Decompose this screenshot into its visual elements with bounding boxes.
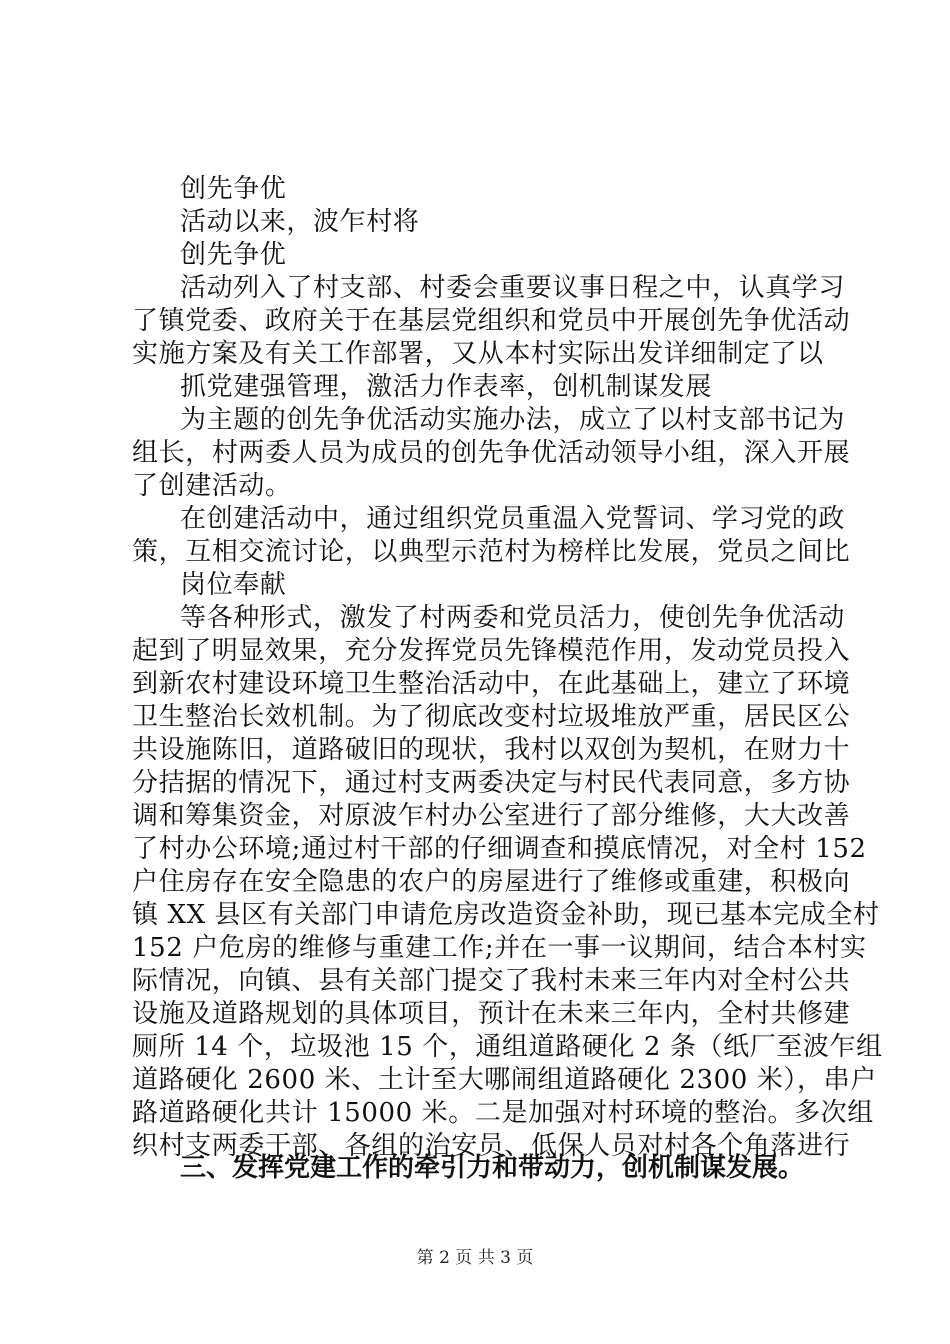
text-line: 岗位奉献 [180,570,287,600]
text-line: 了创建活动。 [132,471,292,501]
text-line: 镇 XX 县区有关部门申请危房改造资金补助，现已基本完成全村 [132,900,880,930]
text-line: 创先争优 [180,174,287,204]
text-line: 厕所 14 个，垃圾池 15 个，通组道路硬化 2 条（纸厂至波乍组 [132,1032,883,1062]
text-line: 在创建活动中，通过组织党员重温入党誓词、学习党的政 [180,504,846,534]
text-line: 调和筹集资金，对原波乍村办公室进行了部分维修，大大改善 [132,801,851,831]
text-line: 设施及道路规划的具体项目，预计在未来三年内，全村共修建 [132,999,851,1029]
text-line: 路道路硬化共计 15000 米。二是加强对村环境的整治。多次组 [132,1098,874,1128]
text-line: 卫生整治长效机制。为了彻底改变村垃圾堆放严重，居民区公 [132,702,851,732]
text-line: 策，互相交流讨论，以典型示范村为榜样比发展，党员之间比 [132,537,851,567]
text-line: 组长，村两委人员为成员的创先争优活动领导小组，深入开展 [132,438,851,468]
text-line: 了镇党委、政府关于在基层党组织和党员中开展创先争优活动 [132,306,851,336]
text-line: 共设施陈旧，道路破旧的现状，我村以双创为契机，在财力十 [132,735,851,765]
text-line: 创先争优 [180,240,287,270]
page-footer: 第 2 页 共 3 页 [416,1248,534,1268]
text-line: 道路硬化 2600 米、土计至大哪闹组道路硬化 2300 米），串户 [132,1065,877,1095]
text-line: 为主题的创先争优活动实施办法，成立了以村支部书记为 [180,405,846,435]
text-line: 活动列入了村支部、村委会重要议事日程之中，认真学习 [180,273,846,303]
text-line: 活动以来，波乍村将 [180,207,420,237]
text-line: 起到了明显效果，充分发挥党员先锋模范作用，发动党员投入 [132,636,851,666]
text-line: 了村办公环境;通过村干部的仔细调查和摸底情况，对全村 152 [132,834,867,864]
text-line: 152 户危房的维修与重建工作;并在一事一议期间，结合本村实 [132,933,867,963]
text-line: 分拮据的情况下，通过村支两委决定与村民代表同意，多方协 [132,768,851,798]
text-line: 抓党建强管理，激活力作表率，创机制谋发展 [180,372,713,402]
text-line: 户住房存在安全隐患的农户的房屋进行了维修或重建，积极向 [132,867,851,897]
text-line: 织村支两委干部、各组的治安员、低保人员对村各个角落进行 [132,1131,851,1161]
text-line: 到新农村建设环境卫生整治活动中，在此基础上，建立了环境 [132,669,851,699]
text-line: 实施方案及有关工作部署，又从本村实际出发详细制定了以 [132,339,824,369]
text-line: 等各种形式，激发了村两委和党员活力，使创先争优活动 [180,603,846,633]
text-line: 际情况，向镇、县有关部门提交了我村未来三年内对全村公共 [132,966,851,996]
section-heading: 三、发挥党建工作的牵引力和带动力，创机制谋发展。 [180,1153,805,1183]
